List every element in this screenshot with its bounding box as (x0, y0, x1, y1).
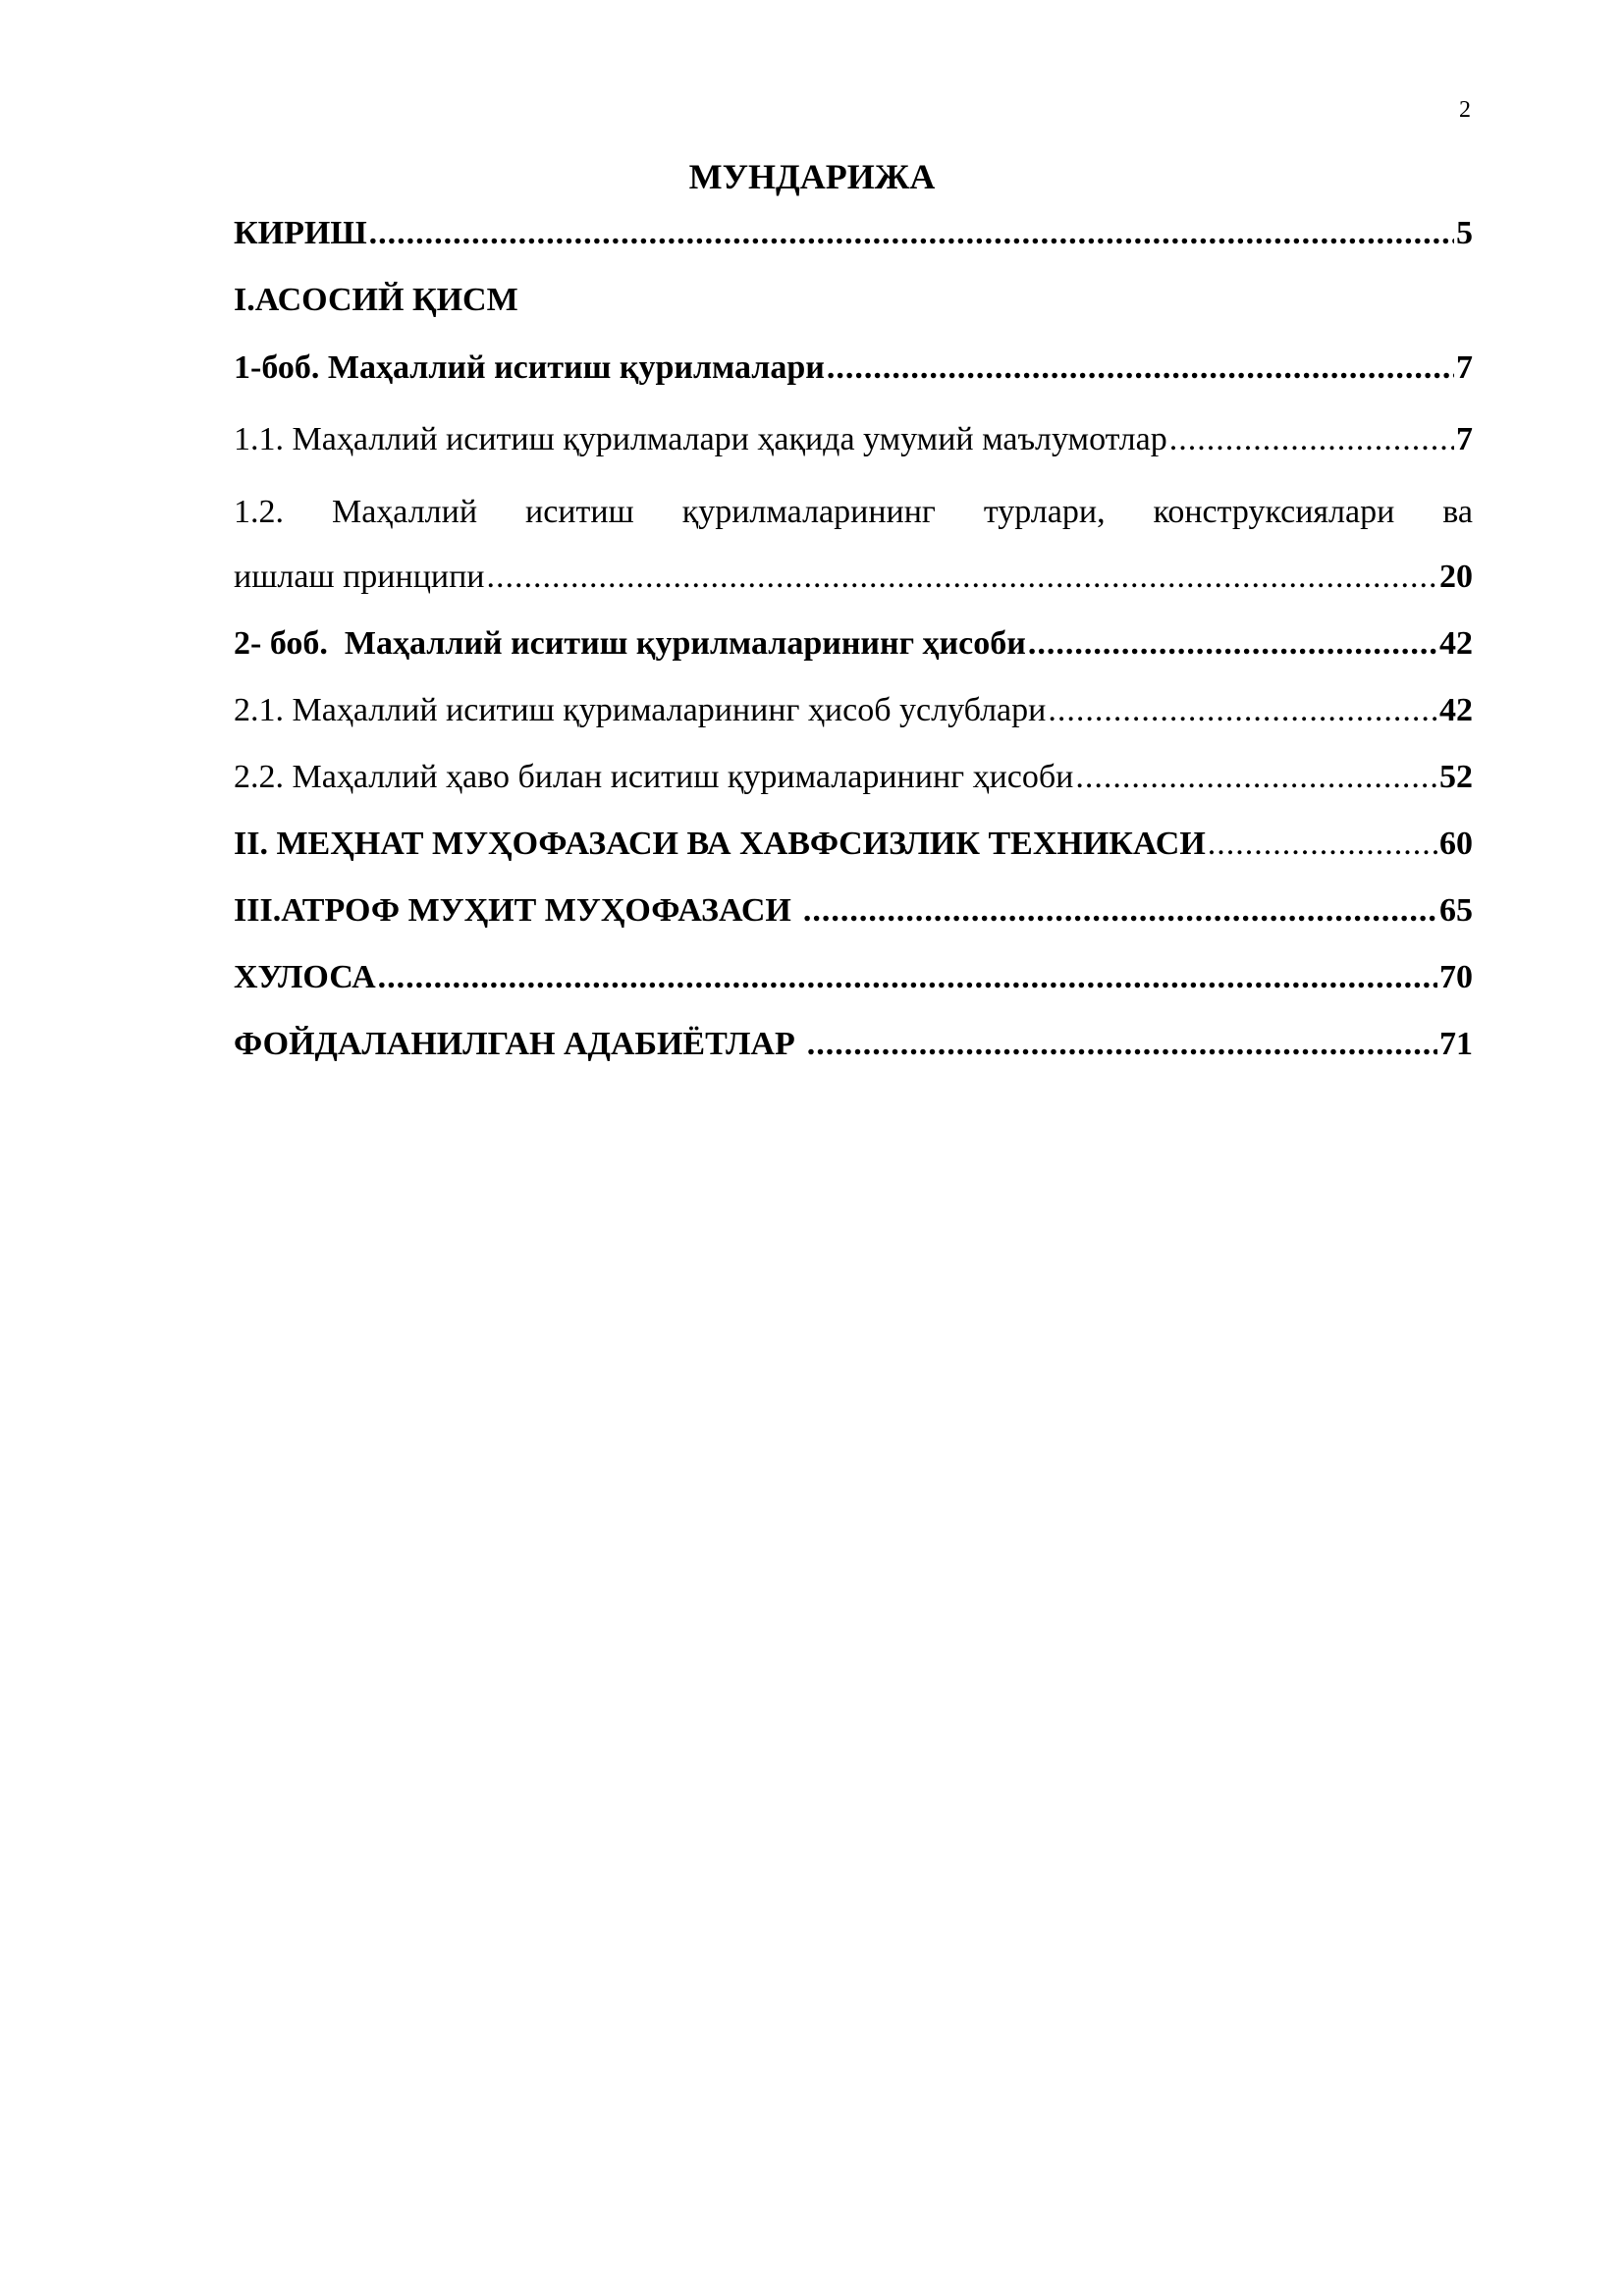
toc-entry-page: 5 (1456, 215, 1473, 251)
toc-leader-dots (803, 891, 1437, 932)
toc-entry-chapter-2[interactable] (234, 624, 1473, 665)
toc-leader-dots (369, 214, 1454, 254)
toc-entry-section-1-2-line1[interactable]: 1.2. Маҳаллий иситиш қурилмаларининг турлари, конструксиялари ва (234, 494, 1473, 530)
toc-entry-page: 70 (1439, 959, 1473, 995)
toc-entry-section-1-1[interactable] (234, 420, 1473, 460)
toc-leader-dots (378, 958, 1437, 998)
toc-entry-label: ФОЙДАЛАНИЛГАН АДАБИЁТЛАР (234, 1026, 795, 1062)
toc-entry-page: 42 (1439, 625, 1473, 662)
toc-entry-section-2-1[interactable] (234, 691, 1473, 731)
toc-entry-section-1-2[interactable] (234, 558, 1473, 598)
toc-leader-dots (1048, 691, 1437, 731)
toc-entry-page: 42 (1439, 692, 1473, 728)
toc-entry-page: 60 (1439, 826, 1473, 862)
toc-entry-introduction[interactable] (234, 214, 1473, 254)
toc-entry-label: II. МЕҲНАТ МУҲОФАЗАСИ ВА ХАВФСИЗЛИК ТЕХНИКАСИ (234, 826, 1206, 862)
toc-entry-label: III.АТРОФ МУҲИТ МУҲОФАЗАСИ (234, 892, 791, 929)
toc-leader-dots (1075, 758, 1437, 798)
toc-entry-label: 1.1. Маҳаллий иситиш қурилмалари ҳақида умумий маълумотлар (234, 421, 1167, 457)
toc-title: МУНДАРИЖА (688, 157, 936, 196)
toc-entry-label: 1-боб. Маҳаллий иситиш қурилмалари (234, 349, 825, 386)
toc-leader-dots (827, 348, 1454, 389)
toc-entry-label: 2- боб. Маҳаллий иситиш қурилмаларининг ҳисоби (234, 625, 1026, 662)
toc-entry-section-2-2[interactable] (234, 758, 1473, 798)
page-number: 2 (1459, 97, 1471, 123)
toc-entry-conclusion[interactable] (234, 958, 1473, 998)
toc-entry-label: ХУЛОСА (234, 959, 376, 995)
toc-leader-dots (1208, 825, 1437, 865)
toc-entry-label: 2.1. Маҳаллий иситиш қурималарининг ҳисоб услублари (234, 692, 1047, 728)
toc-leader-dots (486, 558, 1437, 598)
toc-leader-dots (1169, 420, 1454, 460)
toc-leader-dots (1028, 624, 1437, 665)
toc-entry-label: КИРИШ (234, 215, 367, 251)
toc-entry-page: 52 (1439, 759, 1473, 795)
toc-entry-label: 2.2. Маҳаллий ҳаво билан иситиш қурималарининг ҳисоби (234, 759, 1074, 795)
toc-entry-label: I.АСОСИЙ ҚИСМ (234, 282, 518, 318)
toc-entry-label: ишлаш принципи (234, 559, 485, 595)
toc-entry-references[interactable] (234, 1025, 1473, 1065)
toc-entry-page: 71 (1439, 1026, 1473, 1062)
toc-entry-page: 20 (1439, 559, 1473, 595)
toc-entry-labor-protection[interactable] (234, 825, 1473, 865)
toc-leader-dots (807, 1025, 1437, 1065)
toc-entry-chapter-1[interactable] (234, 348, 1473, 389)
toc-entry-main-part[interactable] (234, 281, 1473, 321)
toc-entry-page: 7 (1456, 349, 1473, 386)
toc-entry-page: 7 (1456, 421, 1473, 457)
toc-entry-page: 65 (1439, 892, 1473, 929)
toc-entry-environment-protection[interactable] (234, 891, 1473, 932)
